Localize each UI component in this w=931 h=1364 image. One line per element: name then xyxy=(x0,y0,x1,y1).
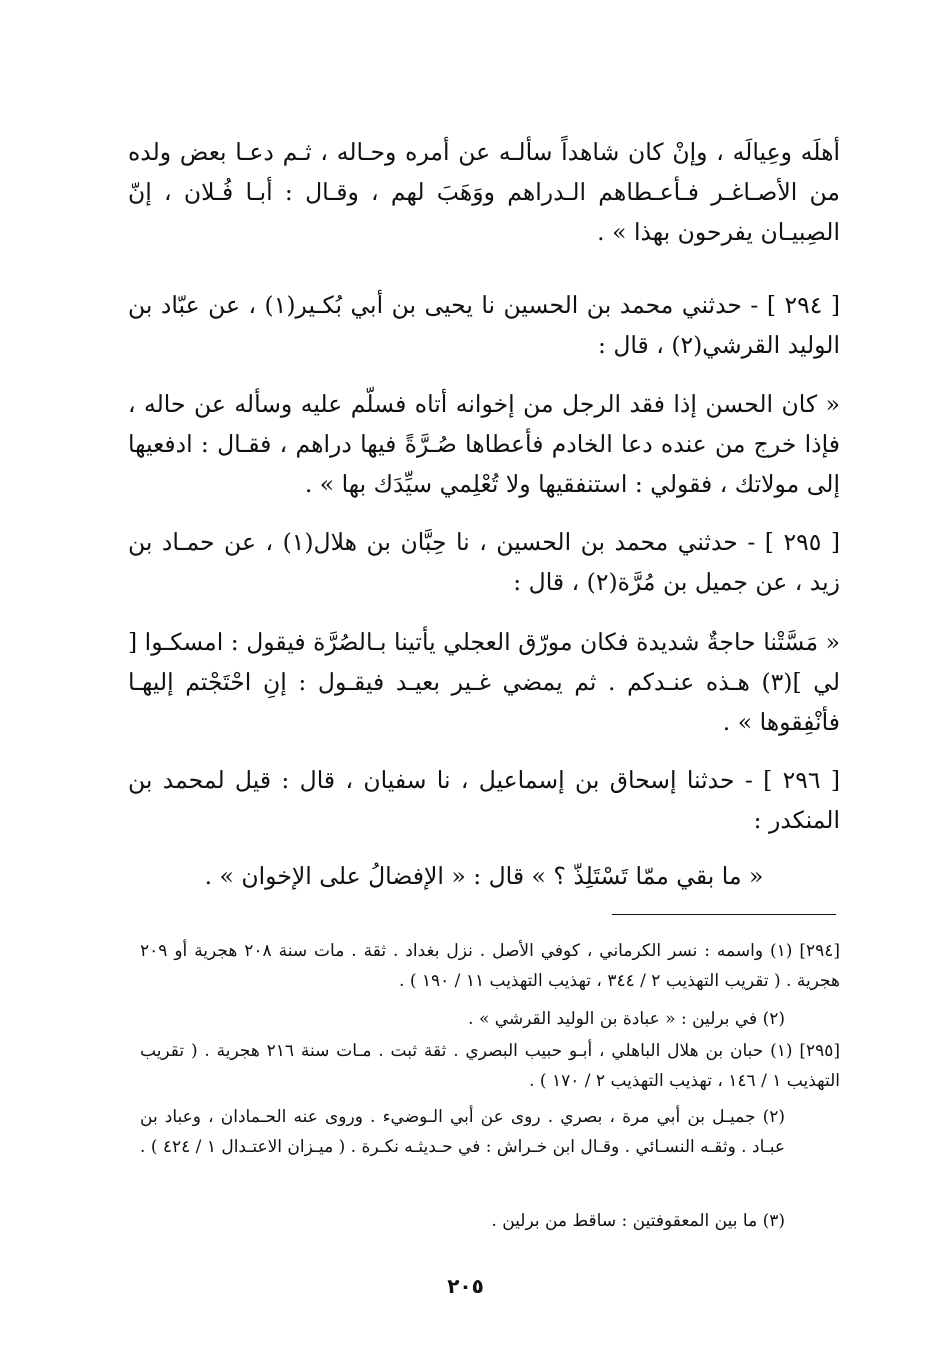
footnote-294-1 xyxy=(140,936,840,996)
footnote-295-1 xyxy=(140,1036,840,1096)
body-text: « كان الحسن إذا فقد الرجل من إخوانه أتاه فسلّم عليه وسأله عن حاله ، فإذا خرج من عنده دعا الخادم فأعطاها صُـرَّةً فيها دراهم ، فقـال : ادفعيها إلى مولاتك ، فقولي : استنفقيها ولا تُعْلِمي سيِّدَك بها » . xyxy=(128,390,840,498)
entry-295-quote xyxy=(128,622,840,742)
entry-296-heading xyxy=(128,760,840,840)
footnote-text: (٢) في برلين : « عبادة بن الوليد القرشي » . xyxy=(468,1009,785,1029)
entry-294-quote xyxy=(128,384,840,504)
entry-294-heading xyxy=(128,285,840,365)
body-text: [ ٢٩٦ ] - حدثنا إسحاق بن إسماعيل ، نا سفيان ، قال : قيل لمحمد بن المنكدر : xyxy=(128,766,841,834)
footnote-text: [٢٩٥] (١) حبان بن هلال الباهلي ، أبـو حبيب البصري . ثقة ثبت . مـات سنة ٢١٦ هجرية . ( تقريب التهذيب ١ / ١٤٦ ، تهذيب التهذيب ٢ / ١٧٠ ) . xyxy=(140,1041,840,1091)
footnote-divider xyxy=(612,914,836,915)
footnote-text: (٢) جميـل بن أبي مرة ، بصري . روى عن أبي الـوضيء . وروى عنه الحـمادان ، وعباد بن عبـاد . وثقـه النسـائي . وقـال ابن خـراش : في حـديثـه نكـرة . ( ميـزان الاعتـدال ١ / ٤٢٤ ) . xyxy=(140,1107,785,1157)
footnote-text: (٣) ما بين المعقوفتين : ساقط من برلين . xyxy=(491,1211,785,1231)
paragraph-continuation xyxy=(128,132,840,252)
page-number: ٢٠٥ xyxy=(447,1274,484,1298)
body-text: [ ٢٩٥ ] - حدثني محمد بن الحسين ، نا حِبَّان بن هلال(١) ، عن حمـاد بن زيد ، عن جميل بن مُرَّة(٢) ، قال : xyxy=(128,528,841,596)
entry-296-quote xyxy=(128,856,840,896)
body-text: « ما بقي ممّا تَسْتَلِذّ ؟ » قال : « الإفضالُ على الإخوان » . xyxy=(204,862,764,890)
footnote-295-3 xyxy=(140,1206,785,1236)
footnote-294-2 xyxy=(140,1004,785,1034)
body-text: [ ٢٩٤ ] - حدثني محمد بن الحسين نا يحيى بن أبي بُكـير(١) ، عن عبّاد بن الوليد القرشي(٢) ، قال : xyxy=(128,291,841,359)
footnote-295-2 xyxy=(140,1102,785,1162)
entry-295-heading xyxy=(128,522,840,602)
body-text: « مَسَّتْنا حاجةٌ شديدة فكان مورّق العجلي يأتينا بـالصُرَّة فيقول : امسكـوا [ لي ](٣) هـذه عنـدكم . ثم يمضي غـير بعيـد فيقـول : إنِ احْتَجْتم إليهـا فأنْفِقوها » . xyxy=(128,628,840,736)
footnote-text: [٢٩٤] (١) واسمه : نسر الكرماني ، كوفي الأصل . نزل بغداد . ثقة . مات سنة ٢٠٨ هجرية أو ٢٠٩ هجرية . ( تقريب التهذيب ٢ / ٣٤٤ ، تهذيب التهذيب ١١ / ١٩٠ ) . xyxy=(140,941,841,991)
body-text: أهلَه وعِيالَه ، وإنْ كان شاهداً سألـه عن أمره وحـاله ، ثـم دعـا بعض ولده من الأصـاغـر فـأعـطاهم الـدراهم ووَهَبَ لهم ، وقـال : أبـا فُـلان ، إنّ الصِبيـان يفرحون بهذا » . xyxy=(128,138,840,246)
